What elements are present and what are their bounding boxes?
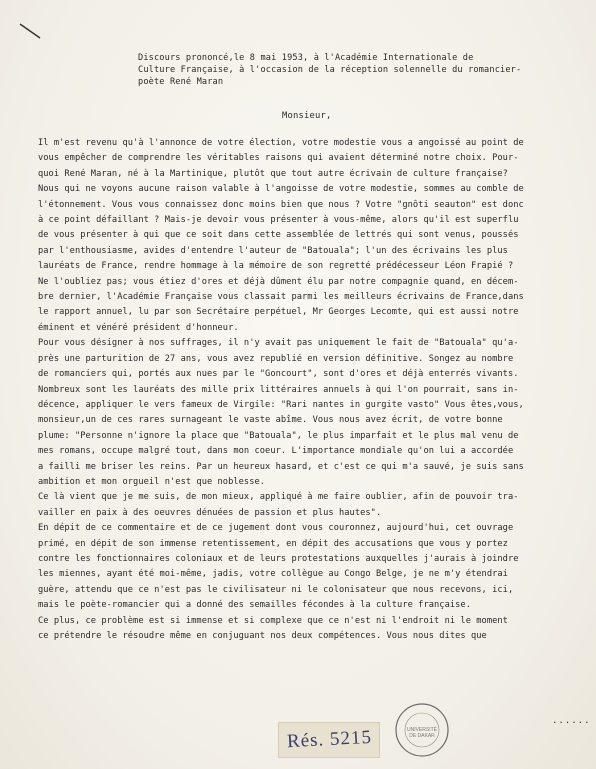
- body-line: primé, en dépit de son immense retentissement, en dépit des accusations que vous y portez: [38, 538, 508, 549]
- body-line: près une parturition de 27 ans, vous avez republié en version définitive. Songez au nombre: [38, 353, 514, 364]
- continuation-dots: ......: [552, 716, 591, 726]
- shelfmark-label: [278, 722, 380, 758]
- body-line: Ce là vient que je me suis, de mon mieux, appliqué à me faire oublier, afin de pouvoir tra-: [38, 492, 519, 503]
- body-line: à ce point défaillant ? Mais-je devoir vous présenter à vous-même, alors qu'il est superflu: [38, 215, 519, 226]
- body-line: mais le poète-romancier qui a donné des semailles fécondes à la culture française.: [38, 600, 471, 611]
- body-line: Ne l'oubliez pas; vous étiez d'ores et déjà dûment élu par notre compagnie quand, en décem-: [38, 276, 519, 287]
- pen-stroke-mark: [18, 22, 58, 42]
- body-line: le rapport annuel, lu par son Secrétaire perpétuel, Mr Georges Lecomte, qui est aussi notre: [38, 307, 519, 318]
- body-line: l'étonnement. Vous vous connaissez donc moins bien que nous ? Votre "gnôti seauton" est donc: [38, 199, 524, 210]
- body-line: de vous présenter à qui que ce soit dans cette assemblée de lettrés qui sont venus, poussés: [38, 230, 519, 241]
- body-line: quoi René Maran, né à la Martinique, plutôt que tout autre écrivain de culture française?: [38, 168, 508, 179]
- body-line: a failli me briser les reins. Par un heureux hasard, et c'est ce qui m'a sauvé, je suis sans: [38, 461, 524, 472]
- body-line: vous empêcher de comprendre les véritables raisons qui avaient déterminé notre choix. Pour-: [38, 153, 519, 164]
- body-line: Ce plus, ce problème est si immense et si complexe que ce n'est ni l'endroit ni le moment: [38, 615, 508, 626]
- body-line: Nous qui ne voyons aucune raison valable à l'angoisse de votre modestie, sommes au comble de: [38, 184, 524, 195]
- body-line: ambition et mon orgueil n'est que noblesse.: [38, 476, 266, 487]
- speech-heading: Discours prononcé,le 8 mai 1953, à l'Académie Internationale de Culture Française, à l'occasion de la réception solennelle du romancier- poète René Maran: [138, 53, 522, 87]
- body-line: contre les fonctionnaires coloniaux et de leurs protestations auxquelles j'aurais à joindre: [38, 553, 519, 564]
- body-line: vailler en paix à des oeuvres dénuées de passion et plus hautes".: [38, 507, 382, 518]
- body-line: éminent et vénéré président d'honneur.: [38, 322, 239, 333]
- body-line: lauréats de France, rendre hommage à la mémoire de son regretté prédécesseur Léon Frapié ?: [38, 261, 514, 272]
- body-line: bre dernier, l'Académie Française vous classait parmi les meilleurs écrivains de France,dans: [38, 292, 524, 303]
- body-line: par l'enthousiasme, avides d'entendre l'auteur de "Batouala"; l'un des écrivains les plus: [38, 245, 508, 256]
- body-line: plume: "Personne n'ignore la place que "Batouala", le plus imparfait et le plus mal venu de: [38, 430, 519, 441]
- body-line: Nombreux sont les lauréats des mille prix littéraires annuels à qui l'on pourrait, sans in-: [38, 384, 519, 395]
- body-line: décence, appliquer le vers fameux de Virgile: "Rari nantes in gurgite vasto" Vous êtes,vous,: [38, 399, 524, 410]
- body-line: guère, attendu que ce n'est pas le civilisateur ni le colonisateur que nous recevons, ici,: [38, 584, 514, 595]
- body-line: monsieur,un de ces rares surnageant le vaste abîme. Vous nous avez écrit, de votre bonne: [38, 415, 503, 426]
- body-line: de romanciers qui, portés aux nues par le "Goncourt", sont d'ores et déjà enterrés vivants.: [38, 369, 519, 380]
- salutation: Monsieur,: [282, 111, 332, 121]
- seal-text: UNIVERSITÉ DE DAKAR: [406, 727, 437, 739]
- body-line: mes romans, occupe malgré tout, dans mon coeur. L'importance mondiale qu'on lui a accordée: [38, 446, 514, 457]
- shelfmark-text: Rés. 5215: [285, 726, 372, 753]
- body-line: Il m'est revenu qu'à l'annonce de votre élection, votre modestie vous a angoissé au point de: [38, 138, 524, 148]
- body-line: Pour vous désigner à nos suffrages, il n'y avait pas uniquement le fait de "Batouala" qu'a-: [38, 338, 519, 349]
- body-line: En dépit de ce commentaire et de ce jugement dont vous couronnez, aujourd'hui, cet ouvrage: [38, 523, 514, 534]
- body-line: les miennes, ayant été moi-même, jadis, votre collègue au Congo Belge, je ne m'y étendrai: [38, 569, 508, 580]
- speech-body: [38, 136, 566, 644]
- body-line: ce prétendre le résoudre même en conjuguant nos deux compétences. Vous nous dites que: [38, 631, 487, 641]
